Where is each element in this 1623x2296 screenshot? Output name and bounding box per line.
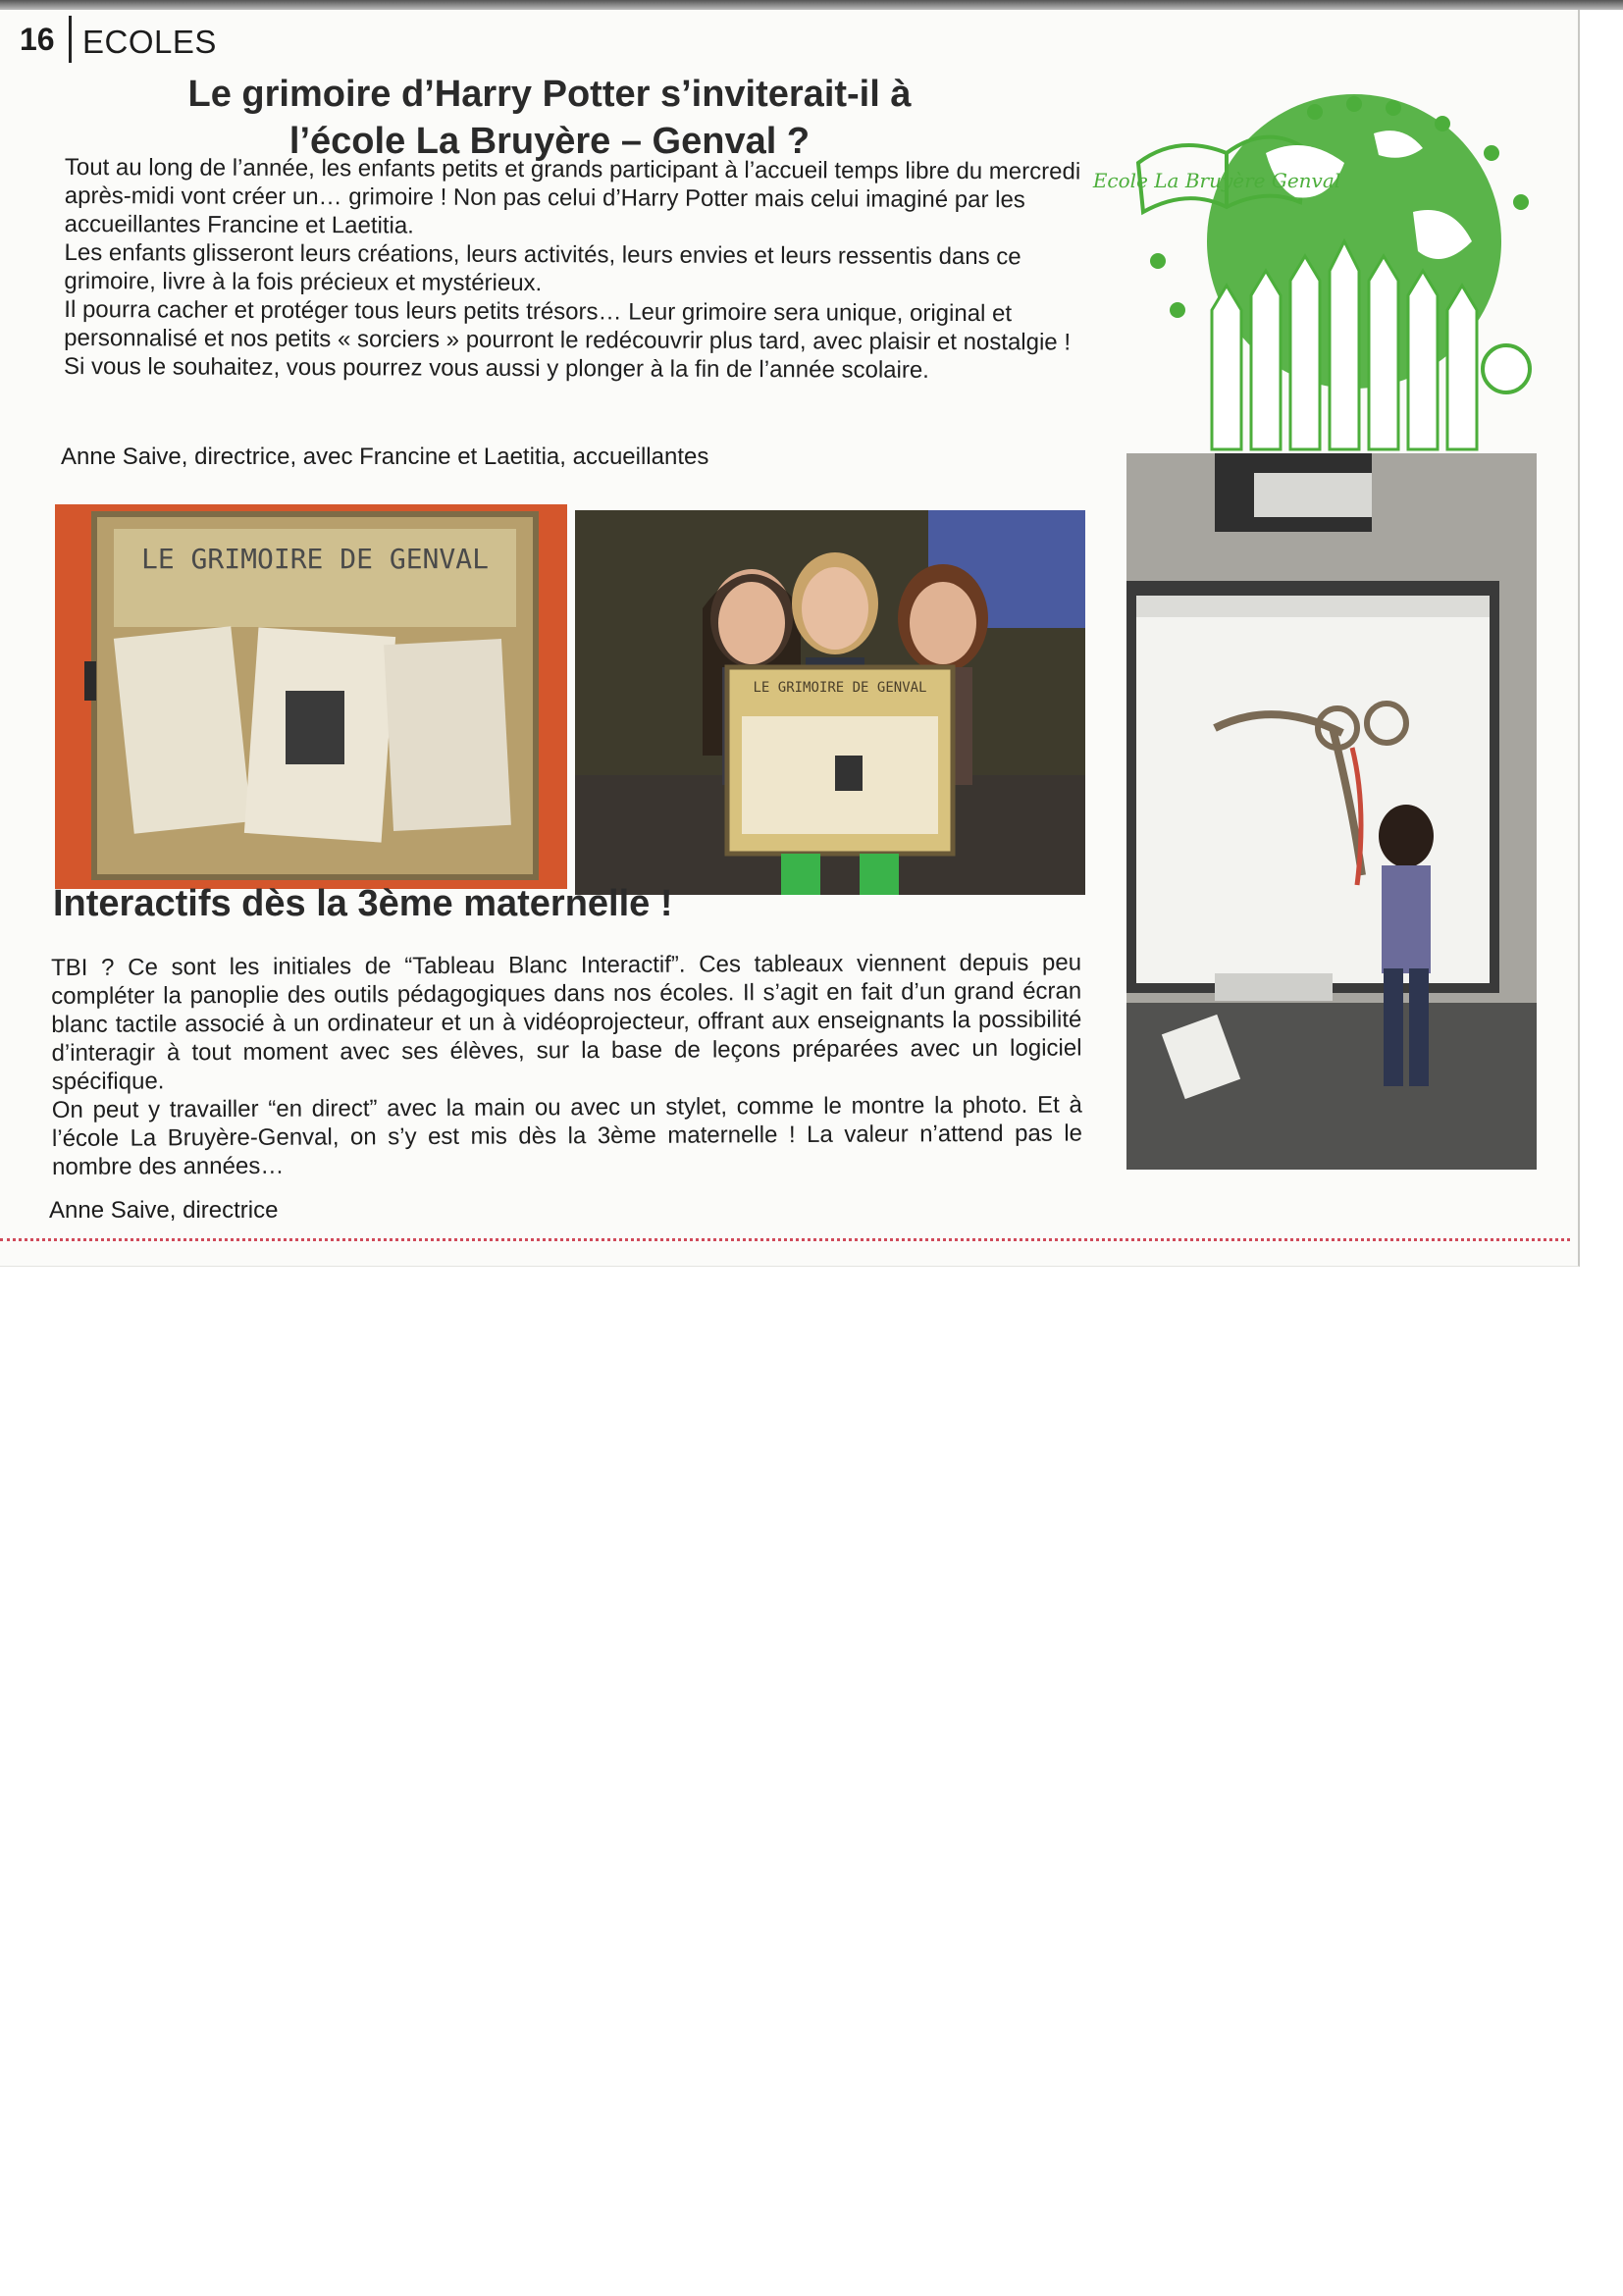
- page-number: 16: [20, 22, 55, 57]
- paragraph: Tout au long de l’année, les enfants petits et grands participant à l’accueil temps libre du mercredi après-midi vont créer un… grimoire ! Non pas celui d’Harry Potter mais celui imaginé par les accueillantes Francine et Laetitia.: [64, 153, 1081, 239]
- photo-interactive-whiteboard: [1126, 453, 1537, 1170]
- scan-edge: [0, 0, 1623, 10]
- paragraph: TBI ? Ce sont les initiales de “Tableau Blanc Interactif”. Ces tableaux viennent depuis peu compléter la panoplie des outils pédagogiques dans nos écoles. Il s’agit en fait d’un grand écran blanc tactile associé à un ordinateur et un à vidéoprojecteur, offrant aux enseignants la possibilité d’interagir à tout moment avec ses élèves, sur la base de leçons préparées avec un logiciel spécifique.: [51, 949, 1082, 1095]
- article-title-grimoire: Le grimoire d’Harry Potter s’inviterait-il à l’école La Bruyère – Genval ?: [187, 74, 912, 162]
- grimoire-cover-text: LE GRIMOIRE DE GENVAL: [140, 543, 490, 575]
- article-body-tbi: [51, 949, 1082, 1181]
- article-body-grimoire: [64, 153, 1100, 386]
- grimoire-held-text: LE GRIMOIRE DE GENVAL: [753, 680, 927, 696]
- school-logo: [1092, 94, 1541, 449]
- signature-grimoire: Anne Saive, directrice, avec Francine et Laetitia, accueillantes: [61, 444, 709, 470]
- photo-children-grimoire: [575, 510, 1085, 895]
- paragraph: Il pourra cacher et protéger tous leurs petits trésors… Leur grimoire sera unique, original et personnalisé et nos petits « sorciers » pourront le redécouvrir plus tard, avec plaisir et nostalgie !: [64, 295, 1072, 356]
- signature-tbi: Anne Saive, directrice: [49, 1197, 279, 1224]
- article-title-tbi: Interactifs dès la 3ème maternelle !: [53, 883, 673, 924]
- section-title: ECOLES: [82, 24, 217, 60]
- header-divider: [69, 16, 72, 63]
- paragraph: On peut y travailler “en direct” avec la main ou avec un stylet, comme le montre la photo. Et à l’école La Bruyère-Genval, on s’y est mis dès la 3ème maternelle ! La valeur n’attend pas le nombre des années…: [51, 1091, 1083, 1180]
- logo-text: Ecole La Bruyère Genval: [1092, 169, 1341, 192]
- paragraph: Si vous le souhaitez, vous pourrez vous aussi y plonger à la fin de l’année scolaire.: [63, 352, 929, 384]
- dotted-separator: [0, 1238, 1570, 1241]
- photo-grimoire: [55, 504, 567, 889]
- paragraph: Les enfants glisseront leurs créations, leurs activités, leurs envies et leurs ressentis dans ce grimoire, livre à la fois précieux et mystérieux.: [64, 238, 1021, 297]
